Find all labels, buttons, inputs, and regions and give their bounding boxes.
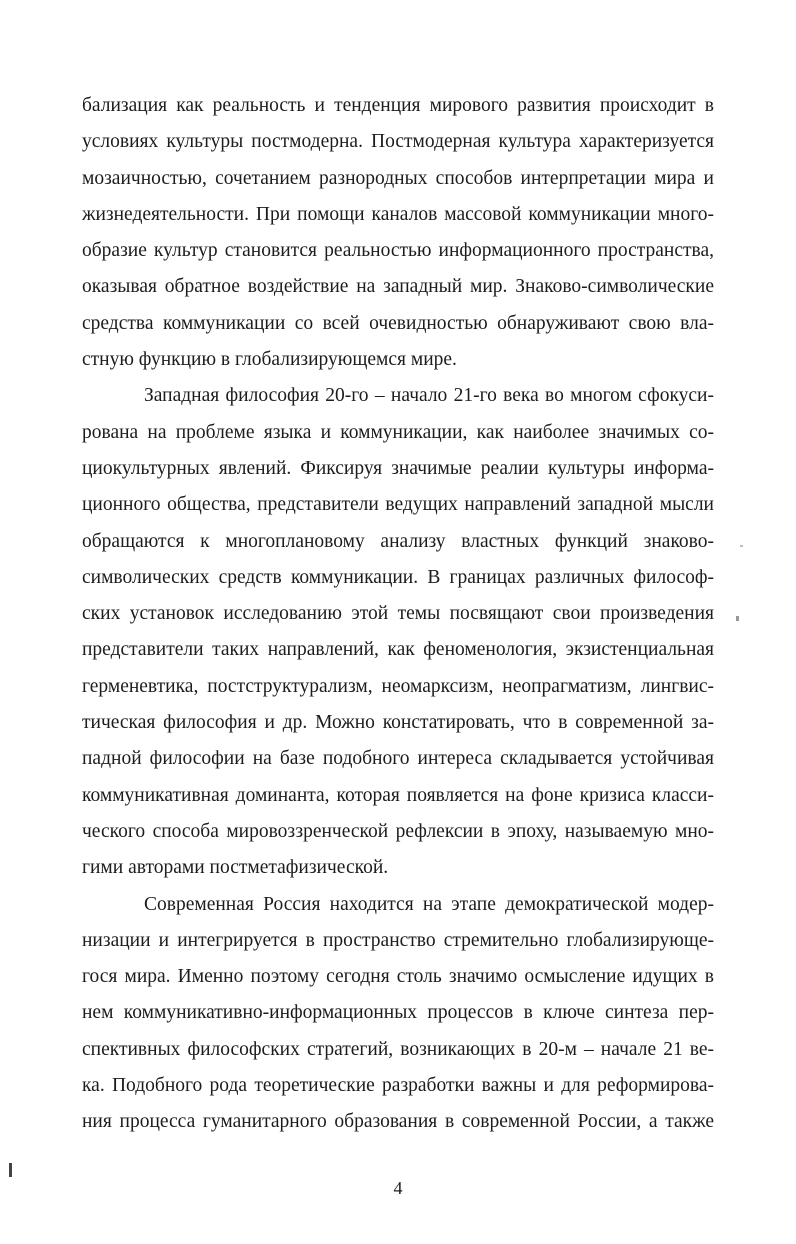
text-line: спективных философских стратегий, возникающих в 20-м – начале 21 ве-	[82, 1038, 714, 1060]
text-line: циокультурных явлений. Фиксируя значимые реалии культуры информа-	[82, 457, 714, 479]
text-line: стную функцию в глобализирующемся мире.	[82, 349, 457, 371]
text-line: образие культур становится реальностью информационного пространства,	[82, 240, 714, 262]
scan-speck	[740, 545, 743, 547]
paragraph-2	[82, 378, 714, 886]
paragraph-1	[82, 88, 714, 378]
text-line: Западная философия 20-го – начало 21-го века во многом сфокуси-	[144, 385, 714, 407]
text-line: оказывая обратное воздействие на западный мир. Знаково-символические	[82, 276, 714, 298]
document-body	[82, 88, 714, 1141]
text-line: обращаются к многоплановому анализу властных функций знаково-	[82, 530, 714, 552]
text-line: герменевтика, постструктурализм, неомарксизм, неопрагматизм, лингвис-	[82, 675, 714, 697]
text-line: представители таких направлений, как феноменология, экзистенциальная	[82, 639, 714, 661]
text-line: ческого способа мировоззренческой рефлексии в эпоху, называемую мно-	[82, 820, 714, 842]
text-line: ния процесса гуманитарного образования в современной России, а также	[82, 1111, 714, 1133]
text-line: коммуникативная доминанта, которая появляется на фоне кризиса класси-	[82, 784, 714, 806]
text-line: Современная Россия находится на этапе демократической модер-	[144, 893, 714, 915]
text-line: жизнедеятельности. При помощи каналов массовой коммуникации много-	[82, 203, 714, 225]
text-line: тическая философия и др. Можно констатировать, что в современной за-	[82, 712, 714, 734]
text-line: падной философии на базе подобного интереса складывается устойчивая	[82, 748, 714, 770]
text-line: ка. Подобного рода теоретические разработки важны и для реформирова-	[82, 1075, 714, 1097]
text-line: нем коммуникативно-информационных процессов в ключе синтеза пер-	[82, 1002, 714, 1024]
text-line: гими авторами постметафизической.	[82, 857, 389, 879]
text-line: мозаичностью, сочетанием разнородных способов интерпретации мира и	[82, 167, 714, 189]
text-line: бализация как реальность и тенденция мирового развития происходит в	[82, 95, 714, 116]
text-line: ционного общества, представители ведущих направлений западной мысли	[82, 494, 714, 516]
text-line: гося мира. Именно поэтому сегодня столь значимо осмысление идущих в	[82, 966, 714, 988]
scan-speck	[736, 616, 739, 621]
text-line: рована на проблеме языка и коммуникации, как наиболее значимых со-	[82, 421, 714, 443]
text-line: ских установок исследованию этой темы посвящают свои произведения	[82, 603, 714, 625]
text-line: низации и интегрируется в пространство стремительно глобализирующе-	[82, 929, 714, 951]
text-line: символических средств коммуникации. В границах различных философ-	[82, 566, 714, 588]
scan-speck	[9, 1163, 12, 1177]
page-number: 4	[393, 1178, 403, 1198]
text-line: средства коммуникации со всей очевидностью обнаруживают свою вла-	[82, 312, 714, 334]
text-line: условиях культуры постмодерна. Постмодерная культура характеризуется	[82, 131, 714, 153]
paragraph-3	[82, 887, 714, 1141]
